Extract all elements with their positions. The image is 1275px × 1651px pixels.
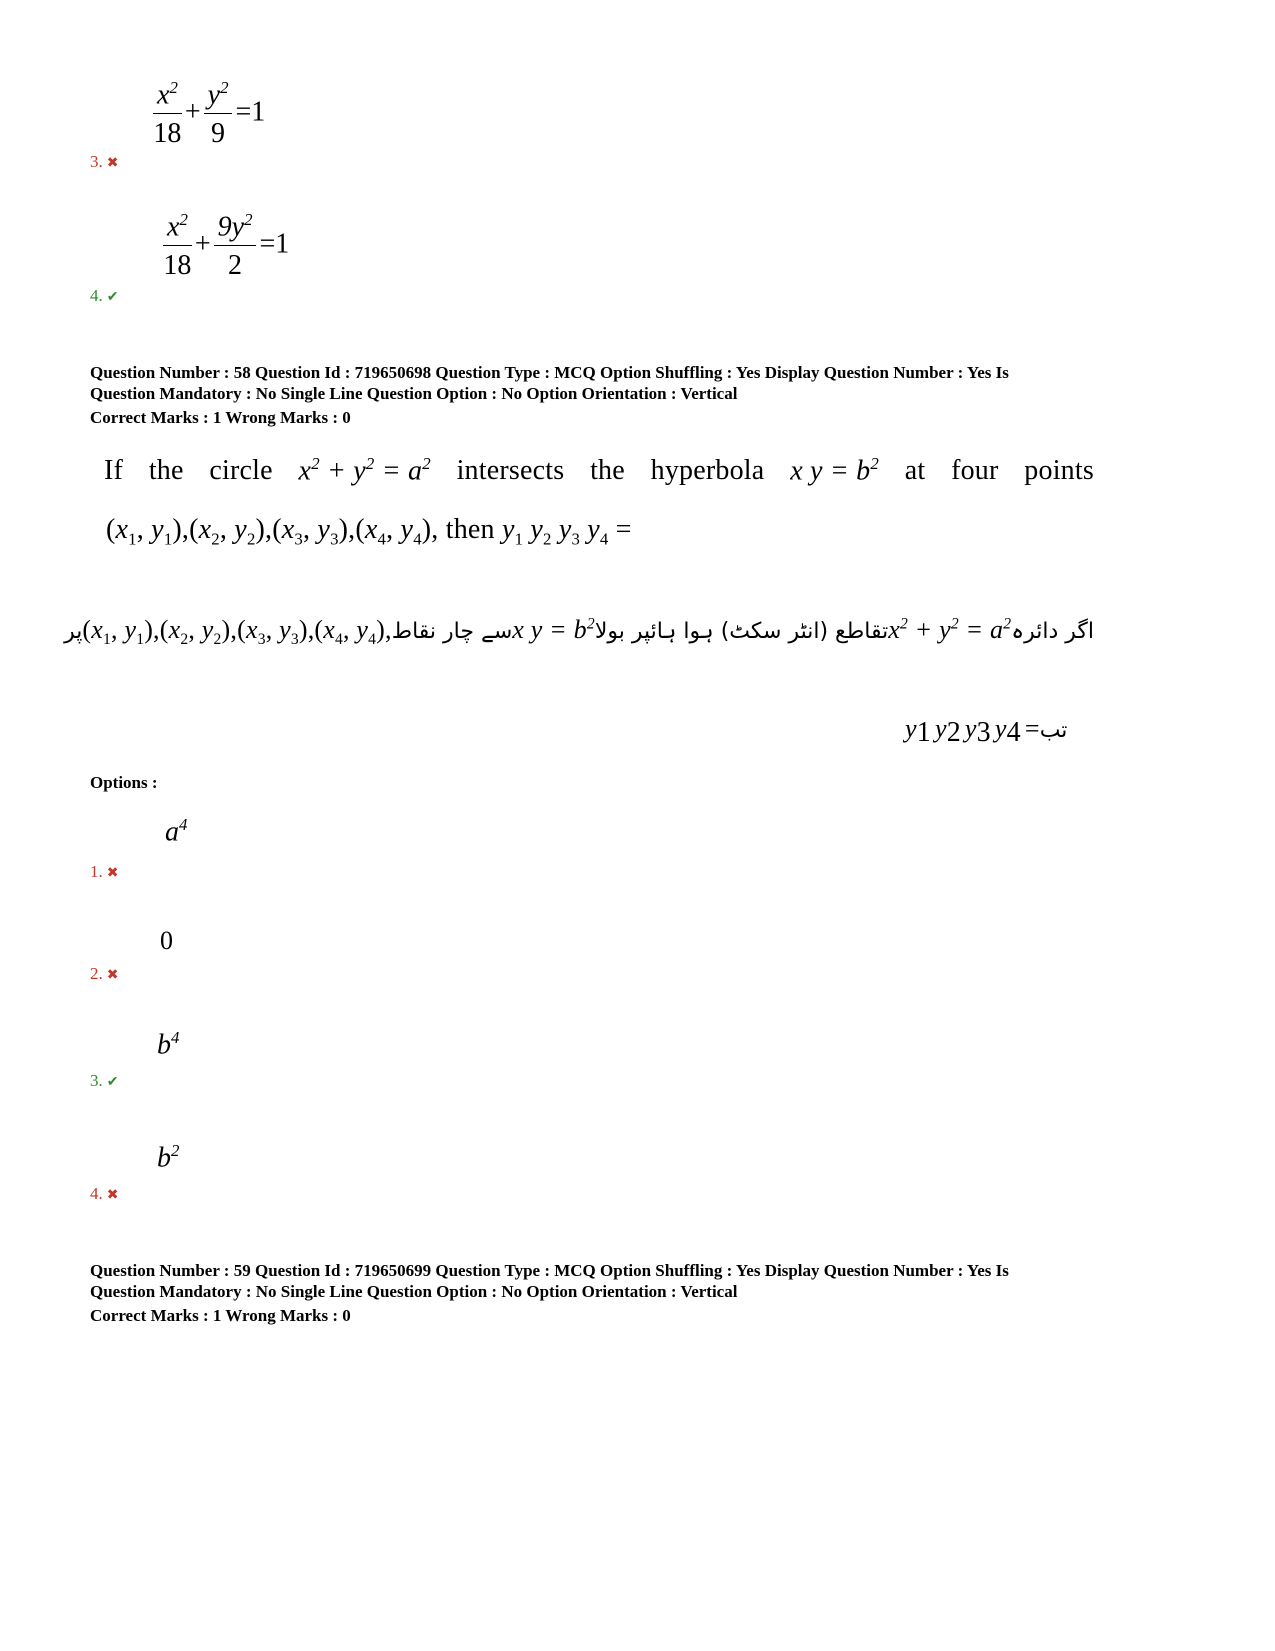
wrong-mark-icon: ✖ xyxy=(106,968,119,983)
wrong-mark-icon: ✖ xyxy=(106,866,119,881)
prev-option-3-formula: $\frac{x^2}{18}$ + $\frac{y^2}{9}$ =1 xyxy=(153,78,266,150)
correct-mark-icon: ✔ xyxy=(106,290,119,305)
wrong-mark-icon: ✖ xyxy=(106,156,119,171)
q58-meta: Question Number : 58 Question Id : 719650698 Question Type : MCQ Option Shuffling : Yes Display Question Number : Yes Is Question Mandatory : No Single Line Question Option : No Option Orientation : Vertical Correct Marks : 1 Wrong Marks : 0 xyxy=(90,363,1009,427)
prev-option-4-number: 4. ✔ xyxy=(90,286,119,305)
prev-option-4-formula: $\frac{x^2}{18}$ + $\frac{9y^2}{2}$ =1 xyxy=(163,210,290,282)
q58-option-3-number: 3. ✔ xyxy=(90,1071,119,1090)
q58-option-1-value: $a^4$ xyxy=(165,815,188,848)
q58-option-2-value: 0 xyxy=(160,926,173,955)
q58-option-2-number: 2. ✖ xyxy=(90,964,119,983)
q58-option-1-number: 1. ✖ xyxy=(90,862,119,881)
q58-option-4-value: $b^2$ xyxy=(157,1141,180,1174)
wrong-mark-icon: ✖ xyxy=(106,1188,119,1203)
q58-option-4-number: 4. ✖ xyxy=(90,1184,119,1203)
q58-urdu-line2: $y_1$ $y_2$ $y_3$ $y_4$ =تب xyxy=(905,714,1068,749)
prev-option-3-number: 3. ✖ xyxy=(90,152,119,171)
q58-urdu-line1: اگر دائرہ $x^2 + y^2 = a^2$ تقاطع (انٹر سکٹ) ہوا ہائپر بولا x $y = b^2$ سے چار نقاط ($x_1$, $y_1),(x_2$, $y_2),(x_3$, $y_3),(x_4$, $y_4$), پر xyxy=(64,615,1094,649)
options-label: Options : xyxy=(90,773,158,792)
q58-text-line2: ($x_1$, $y_1),(x_2$, $y_2),(x_3$, $y_3),(x_4$, $y_4$), then $y_1$ $y_2$ $y_3$ $y_4$ = xyxy=(106,514,632,549)
correct-mark-icon: ✔ xyxy=(106,1075,119,1090)
q58-option-3-value: $b^4$ xyxy=(157,1028,180,1061)
q59-meta: Question Number : 59 Question Id : 719650699 Question Type : MCQ Option Shuffling : Yes Display Question Number : Yes Is Question Mandatory : No Single Line Question Option : No Option Orientation : Vertical Correct Marks : 1 Wrong Marks : 0 xyxy=(90,1261,1009,1325)
q58-text-line1: If the circle $x^2 + y^2 = a^2$ intersects the hyperbola x $y = b^2$ at four points xyxy=(104,454,1094,487)
